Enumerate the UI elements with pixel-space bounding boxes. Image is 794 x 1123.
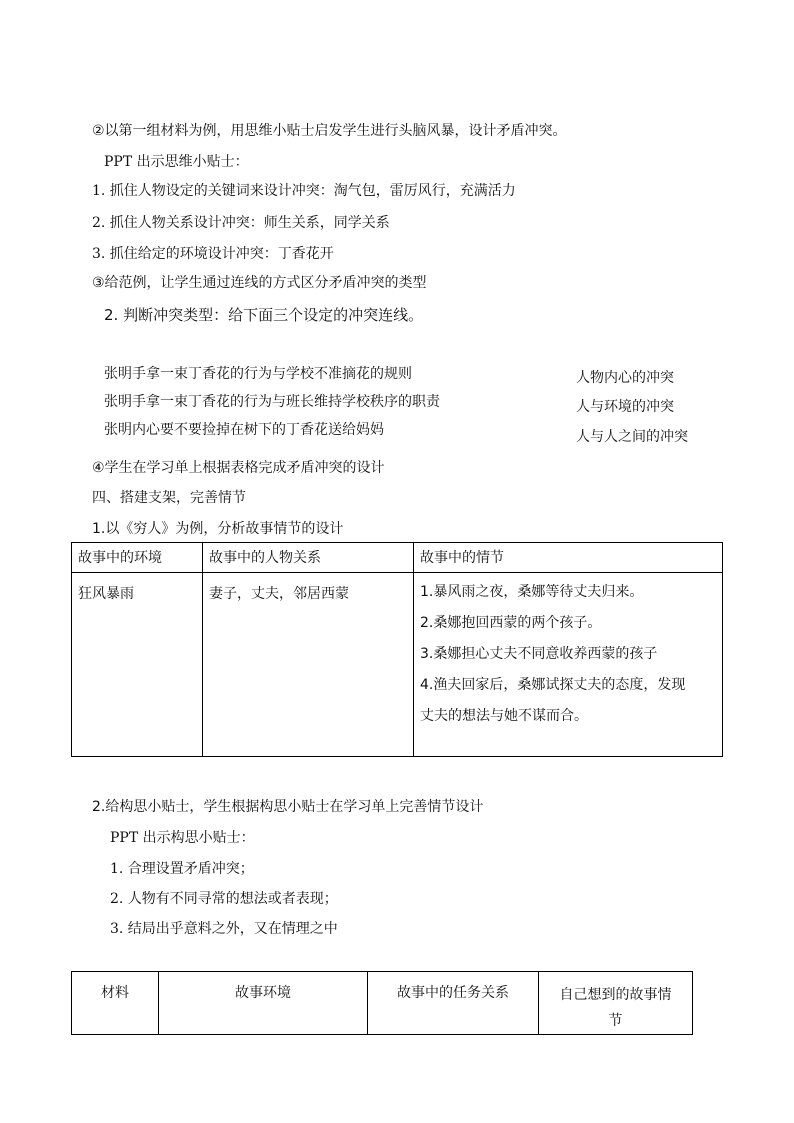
step-2-text: ②以第一组材料为例，用思维小贴士启发学生进行头脑风暴，设计矛盾冲突。	[92, 123, 567, 139]
table1-header-env: 故事中的环境	[72, 543, 203, 573]
step-4-text: ④学生在学习单上根据表格完成矛盾冲突的设计	[92, 460, 385, 476]
step-3-text: ③给范例，让学生通过连线的方式区分矛盾冲突的类型	[92, 275, 427, 291]
tip-item-3: 3. 抓住给定的环境设计冲突：丁香花开	[92, 246, 334, 262]
ppt-tip-label-2: PPT 出示构思小贴士：	[110, 830, 255, 846]
tip2-item-1: 1. 合理设置矛盾冲突；	[110, 861, 254, 877]
left-item-1: 张明手拿一束丁香花的行为与学校不准摘花的规则	[104, 366, 412, 382]
section-heading: 四、搭建支架，完善情节	[92, 490, 246, 506]
table2-header-plot-line1: 自己想到的故事情	[559, 987, 672, 1003]
left-item-2: 张明手拿一束丁香花的行为与班长维持学校秩序的职责	[104, 394, 440, 410]
story-analysis-table	[71, 542, 723, 757]
table2-header-relations	[368, 972, 539, 1035]
tip-item-2: 2. 抓住人物关系设计冲突：师生关系，同学关系	[92, 215, 390, 231]
table1-relations-cell: 妻子，丈夫，邻居西蒙	[203, 573, 414, 757]
plot-design-table	[71, 971, 693, 1035]
ppt-tip-label: PPT 出示思维小贴士：	[104, 154, 249, 170]
exercise-title: 2. 判断冲突类型：给下面三个设定的冲突连线。	[104, 306, 424, 324]
table1-plot-cell	[414, 573, 723, 757]
plot-line-4: 4.渔夫回家后，桑娜试探丈夫的态度，发现	[420, 677, 686, 693]
sub-heading-2: 2.给构思小贴士，学生根据构思小贴士在学习单上完善情节设计	[92, 799, 484, 815]
right-item-1: 人物内心的冲突	[576, 370, 674, 386]
table2-header-relations-text: 故事中的任务关系	[397, 985, 509, 1001]
right-item-2: 人与环境的冲突	[576, 399, 674, 415]
plot-line-2: 2.桑娜抱回西蒙的两个孩子。	[420, 615, 602, 631]
plot-line-5: 丈夫的想法与她不谋而合。	[420, 708, 588, 724]
plot-line-3: 3.桑娜担心丈夫不同意收养西蒙的孩子	[420, 646, 658, 662]
table2-header-env	[159, 972, 368, 1035]
table2-header-material-text: 材料	[101, 985, 129, 1001]
tip2-item-3: 3. 结局出乎意料之外，又在情理之中	[110, 921, 338, 937]
left-item-3: 张明内心要不要捡掉在树下的丁香花送给妈妈	[104, 422, 384, 438]
sub-heading-1: 1.以《穷人》为例，分析故事情节的设计	[92, 521, 344, 537]
table2-header-env-text: 故事环境	[235, 985, 291, 1001]
right-item-3: 人与人之间的冲突	[576, 429, 688, 445]
table1-header-plot: 故事中的情节	[414, 543, 723, 573]
table2-header-material	[72, 972, 159, 1035]
plot-line-1: 1.暴风雨之夜，桑娜等待丈夫归来。	[420, 584, 644, 600]
table1-header-relations: 故事中的人物关系	[203, 543, 414, 573]
table1-env-cell: 狂风暴雨	[72, 573, 203, 757]
table2-header-plot-line2: 节	[608, 1013, 623, 1029]
tip2-item-2: 2. 人物有不同寻常的想法或者表现；	[110, 891, 338, 907]
tip-item-1: 1. 抓住人物设定的关键词来设计冲突：淘气包，雷厉风行，充满活力	[92, 183, 516, 199]
table2-header-plot	[539, 972, 693, 1035]
